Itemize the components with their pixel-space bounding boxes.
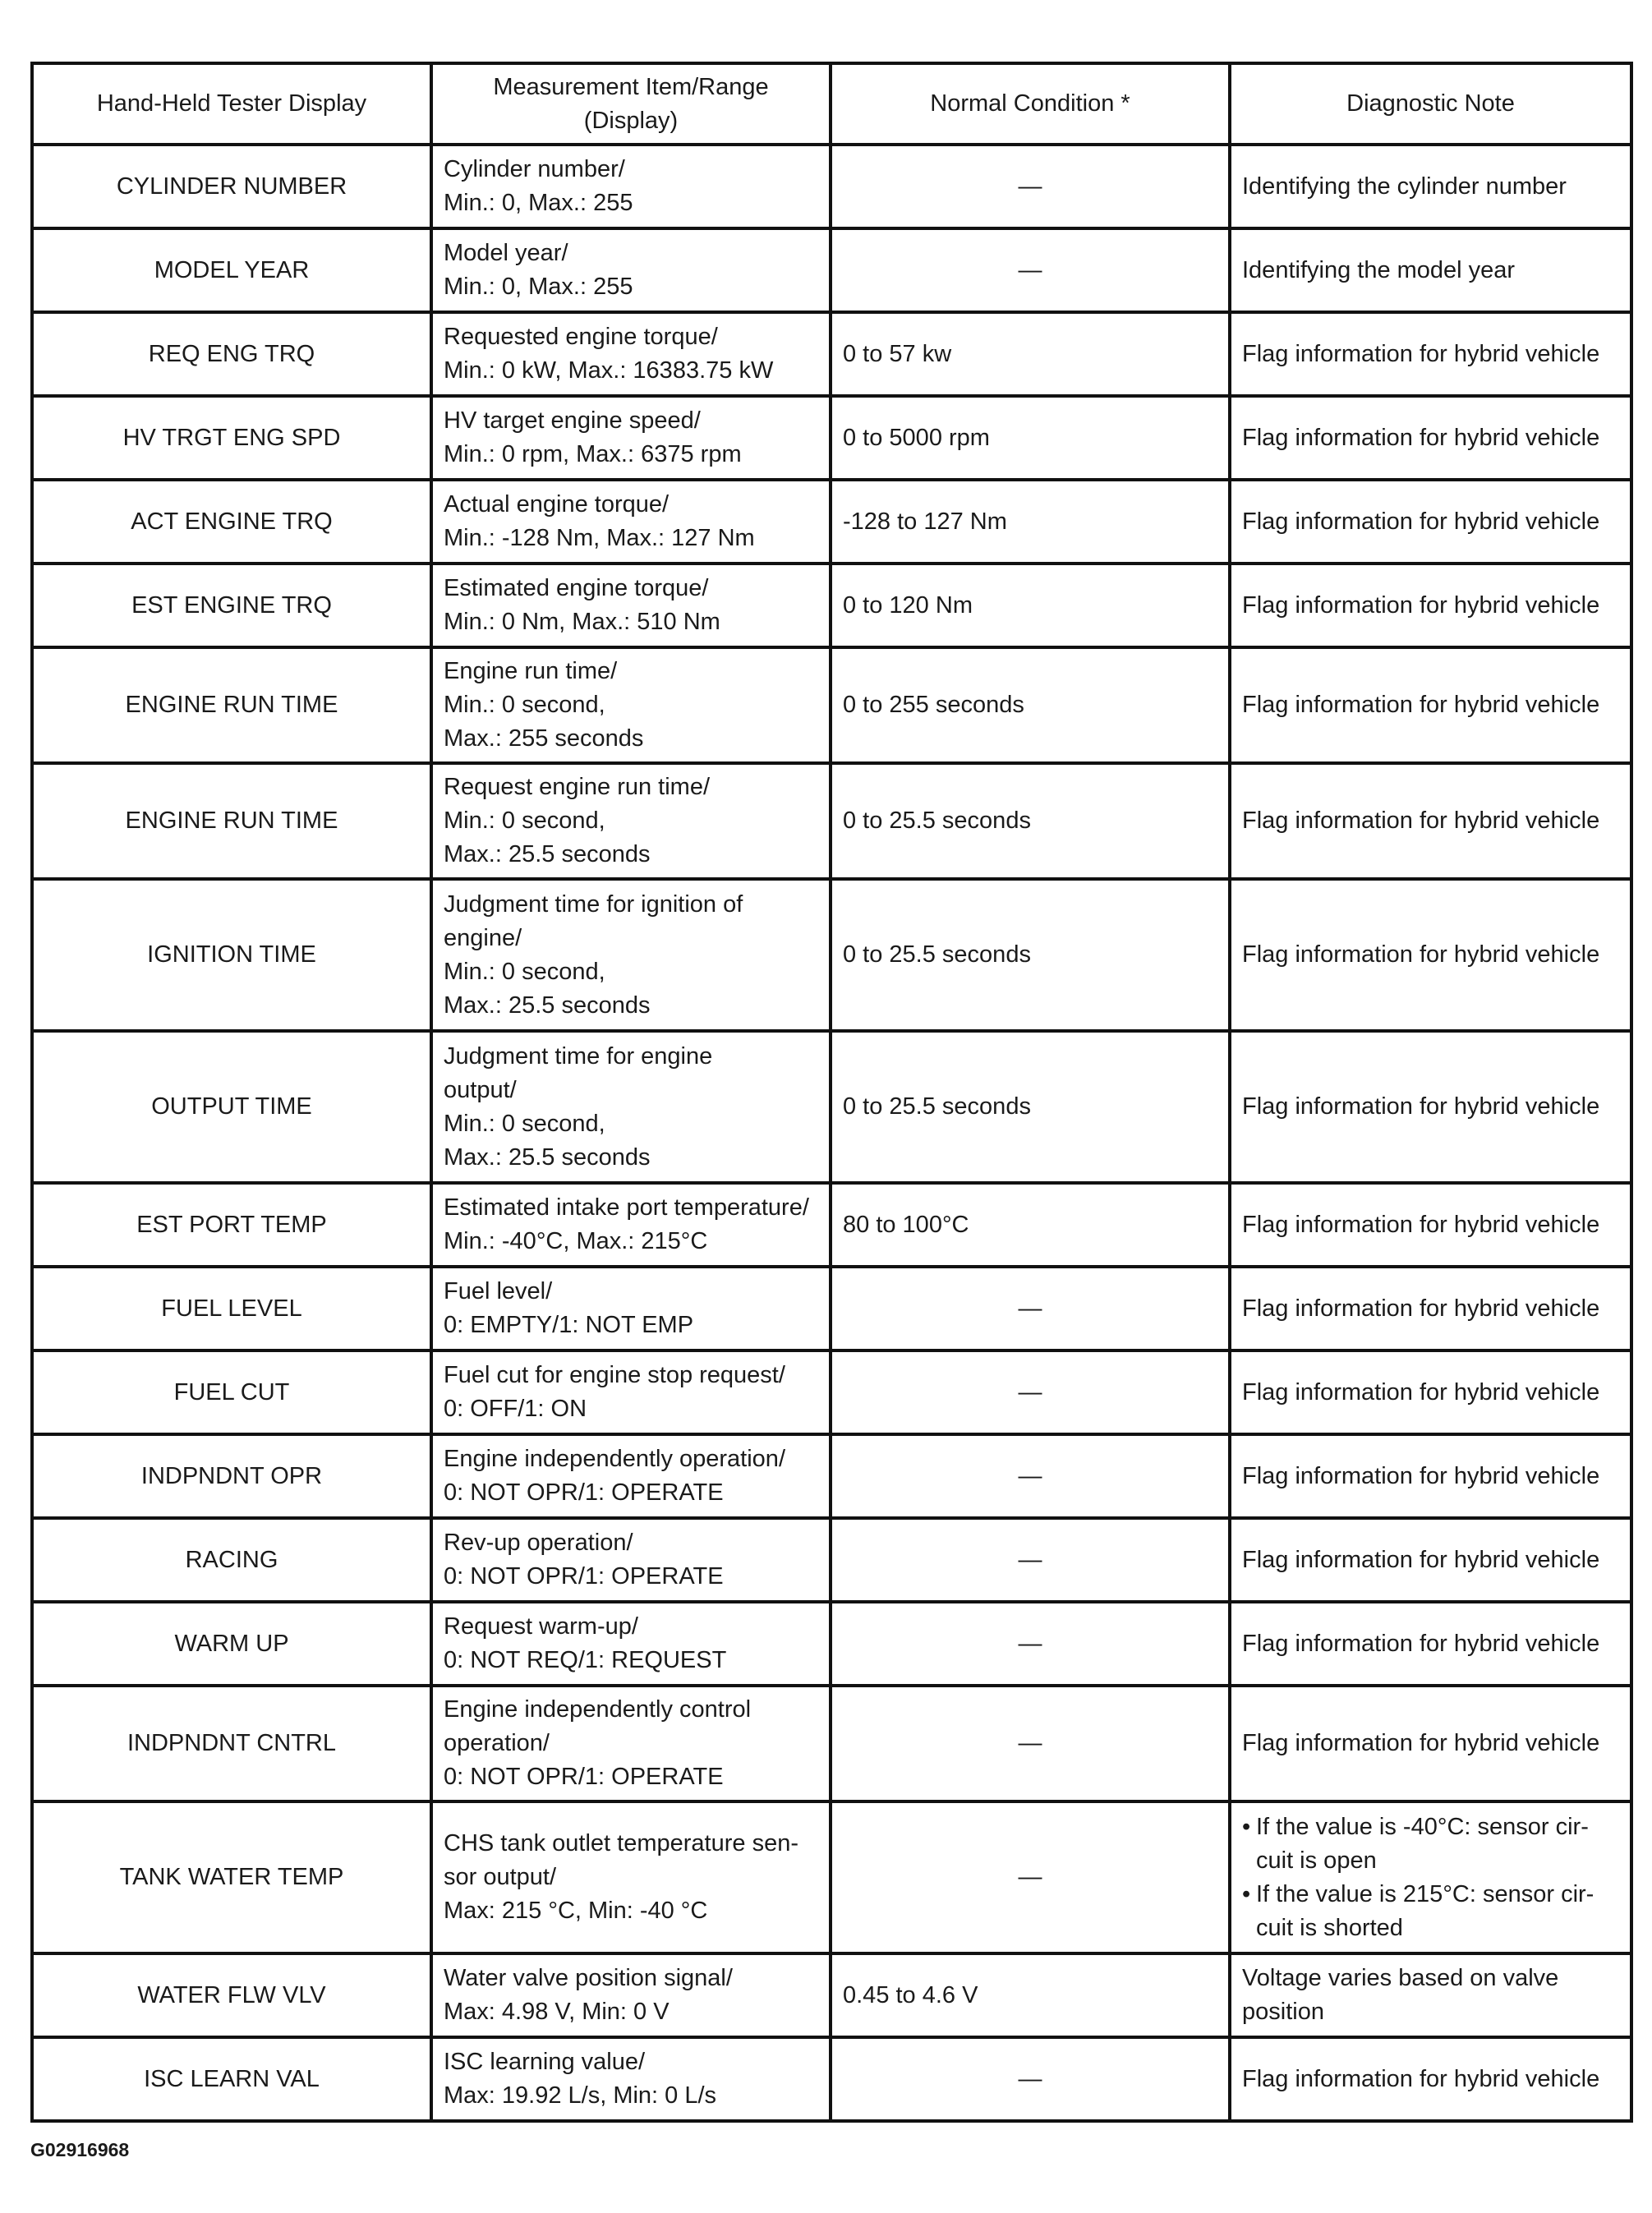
normal-condition-cell: 0.45 to 4.6 V [831,1953,1230,2037]
normal-condition-cell: 0 to 57 kw [831,312,1230,396]
diagnostic-note-cell: Flag information for hybrid vehicle [1230,647,1631,763]
table-row [32,564,1631,647]
table-row [32,228,1631,312]
tester-display-cell: RACING [32,1518,431,1602]
tester-display-cell: INDPNDNT OPR [32,1434,431,1518]
diagnostic-note-bullet: • If the value is -40°C: sensor cir- cuit is open [1242,1810,1619,1878]
diagnostic-note-cell: Flag information for hybrid vehicle [1230,1686,1631,1801]
table-row [32,480,1631,564]
normal-condition-cell: 0 to 120 Nm [831,564,1230,647]
diagnostic-note-cell [1230,1801,1631,1953]
tester-display-cell: HV TRGT ENG SPD [32,396,431,480]
diagnostic-note-cell: Flag information for hybrid vehicle [1230,1518,1631,1602]
table-row [32,1953,1631,2037]
diagnostic-note-bullet: • If the value is 215°C: sensor cir- cuit is shorted [1242,1878,1619,1945]
normal-condition-cell: — [831,1518,1230,1602]
tester-display-cell: TANK WATER TEMP [32,1801,431,1953]
normal-condition-cell: — [831,228,1230,312]
measurement-item-cell: Model year/ Min.: 0, Max.: 255 [431,228,831,312]
normal-condition-cell: — [831,1602,1230,1686]
tester-display-cell: ACT ENGINE TRQ [32,480,431,564]
diagnostic-note-cell: Flag information for hybrid vehicle [1230,312,1631,396]
tester-display-cell: IGNITION TIME [32,879,431,1031]
normal-condition-cell: — [831,2037,1230,2121]
table-row [32,1350,1631,1434]
table-row [32,1602,1631,1686]
diagnostic-note-cell: Flag information for hybrid vehicle [1230,879,1631,1031]
measurement-item-cell: ISC learning value/ Max: 19.92 L/s, Min: 0 L/s [431,2037,831,2121]
tester-display-cell: WATER FLW VLV [32,1953,431,2037]
table-row [32,396,1631,480]
tester-display-cell: EST ENGINE TRQ [32,564,431,647]
measurement-item-cell: Cylinder number/ Min.: 0, Max.: 255 [431,145,831,228]
measurement-item-cell: Requested engine torque/ Min.: 0 kW, Max.: 16383.75 kW [431,312,831,396]
measurement-item-cell: Engine independently operation/ 0: NOT OPR/1: OPERATE [431,1434,831,1518]
diagnostic-note-cell: Flag information for hybrid vehicle [1230,396,1631,480]
normal-condition-cell: 0 to 25.5 seconds [831,763,1230,879]
normal-condition-cell: — [831,1267,1230,1350]
table-row [32,763,1631,879]
tester-display-cell: ISC LEARN VAL [32,2037,431,2121]
diagnostic-note-cell: Voltage varies based on valve position [1230,1953,1631,2037]
tester-display-cell: CYLINDER NUMBER [32,145,431,228]
table-row [32,1183,1631,1267]
normal-condition-cell: — [831,1686,1230,1801]
diagnostic-note-cell: Flag information for hybrid vehicle [1230,1602,1631,1686]
tester-display-cell: MODEL YEAR [32,228,431,312]
tester-display-cell: EST PORT TEMP [32,1183,431,1267]
diagnostic-note-cell: Flag information for hybrid vehicle [1230,2037,1631,2121]
normal-condition-cell: 0 to 25.5 seconds [831,879,1230,1031]
diagnostic-note-cell: Flag information for hybrid vehicle [1230,1031,1631,1183]
table-row [32,1267,1631,1350]
measurement-item-cell: Judgment time for engine output/ Min.: 0 second, Max.: 25.5 seconds [431,1031,831,1183]
data-list-table [30,62,1633,2123]
table-row [32,2037,1631,2121]
col-header-diagnostic-note: Diagnostic Note [1230,63,1631,145]
col-header-tester-display: Hand-Held Tester Display [32,63,431,145]
measurement-item-cell: Engine run time/ Min.: 0 second, Max.: 255 seconds [431,647,831,763]
tester-display-cell: FUEL CUT [32,1350,431,1434]
col-header-normal-condition: Normal Condition * [831,63,1230,145]
tester-display-cell: ENGINE RUN TIME [32,647,431,763]
table-row [32,145,1631,228]
table-row [32,1031,1631,1183]
diagnostic-note-cell: Flag information for hybrid vehicle [1230,763,1631,879]
measurement-item-cell: CHS tank outlet temperature sen- sor output/ Max: 215 °C, Min: -40 °C [431,1801,831,1953]
measurement-item-cell: Actual engine torque/ Min.: -128 Nm, Max.: 127 Nm [431,480,831,564]
diagnostic-note-cell: Flag information for hybrid vehicle [1230,1350,1631,1434]
normal-condition-cell: 0 to 255 seconds [831,647,1230,763]
normal-condition-cell: 80 to 100°C [831,1183,1230,1267]
normal-condition-cell: -128 to 127 Nm [831,480,1230,564]
table-row [32,1686,1631,1801]
normal-condition-cell: — [831,1801,1230,1953]
normal-condition-cell: — [831,1434,1230,1518]
header-row [32,63,1631,145]
measurement-item-cell: HV target engine speed/ Min.: 0 rpm, Max.: 6375 rpm [431,396,831,480]
measurement-item-cell: Request warm-up/ 0: NOT REQ/1: REQUEST [431,1602,831,1686]
measurement-item-cell: Rev-up operation/ 0: NOT OPR/1: OPERATE [431,1518,831,1602]
normal-condition-cell: — [831,1350,1230,1434]
measurement-item-cell: Engine independently control operation/ 0: NOT OPR/1: OPERATE [431,1686,831,1801]
figure-code: G02916968 [30,2139,130,2160]
normal-condition-cell: — [831,145,1230,228]
table-row [32,1518,1631,1602]
col-header-measurement-item: Measurement Item/Range (Display) [431,63,831,145]
table-row [32,879,1631,1031]
tester-display-cell: WARM UP [32,1602,431,1686]
diagnostic-note-cell: Flag information for hybrid vehicle [1230,564,1631,647]
table-row [32,312,1631,396]
table-row [32,1801,1631,1953]
diagnostic-note-cell: Identifying the cylinder number [1230,145,1631,228]
measurement-item-cell: Judgment time for ignition of engine/ Min.: 0 second, Max.: 25.5 seconds [431,879,831,1031]
table-row [32,1434,1631,1518]
tester-display-cell: INDPNDNT CNTRL [32,1686,431,1801]
measurement-item-cell: Estimated engine torque/ Min.: 0 Nm, Max.: 510 Nm [431,564,831,647]
measurement-item-cell: Estimated intake port temperature/ Min.: -40°C, Max.: 215°C [431,1183,831,1267]
measurement-item-cell: Fuel cut for engine stop request/ 0: OFF/1: ON [431,1350,831,1434]
tester-display-cell: FUEL LEVEL [32,1267,431,1350]
measurement-item-cell: Fuel level/ 0: EMPTY/1: NOT EMP [431,1267,831,1350]
normal-condition-cell: 0 to 25.5 seconds [831,1031,1230,1183]
diagnostic-note-cell: Flag information for hybrid vehicle [1230,480,1631,564]
data-list-table-container [30,62,1630,2123]
measurement-item-cell: Request engine run time/ Min.: 0 second, Max.: 25.5 seconds [431,763,831,879]
diagnostic-note-cell: Flag information for hybrid vehicle [1230,1183,1631,1267]
diagnostic-note-list [1242,1810,1619,1945]
tester-display-cell: ENGINE RUN TIME [32,763,431,879]
diagnostic-note-cell: Flag information for hybrid vehicle [1230,1434,1631,1518]
tester-display-cell: REQ ENG TRQ [32,312,431,396]
normal-condition-cell: 0 to 5000 rpm [831,396,1230,480]
measurement-item-cell: Water valve position signal/ Max: 4.98 V, Min: 0 V [431,1953,831,2037]
diagnostic-note-cell: Identifying the model year [1230,228,1631,312]
tester-display-cell: OUTPUT TIME [32,1031,431,1183]
table-row [32,647,1631,763]
diagnostic-note-cell: Flag information for hybrid vehicle [1230,1267,1631,1350]
